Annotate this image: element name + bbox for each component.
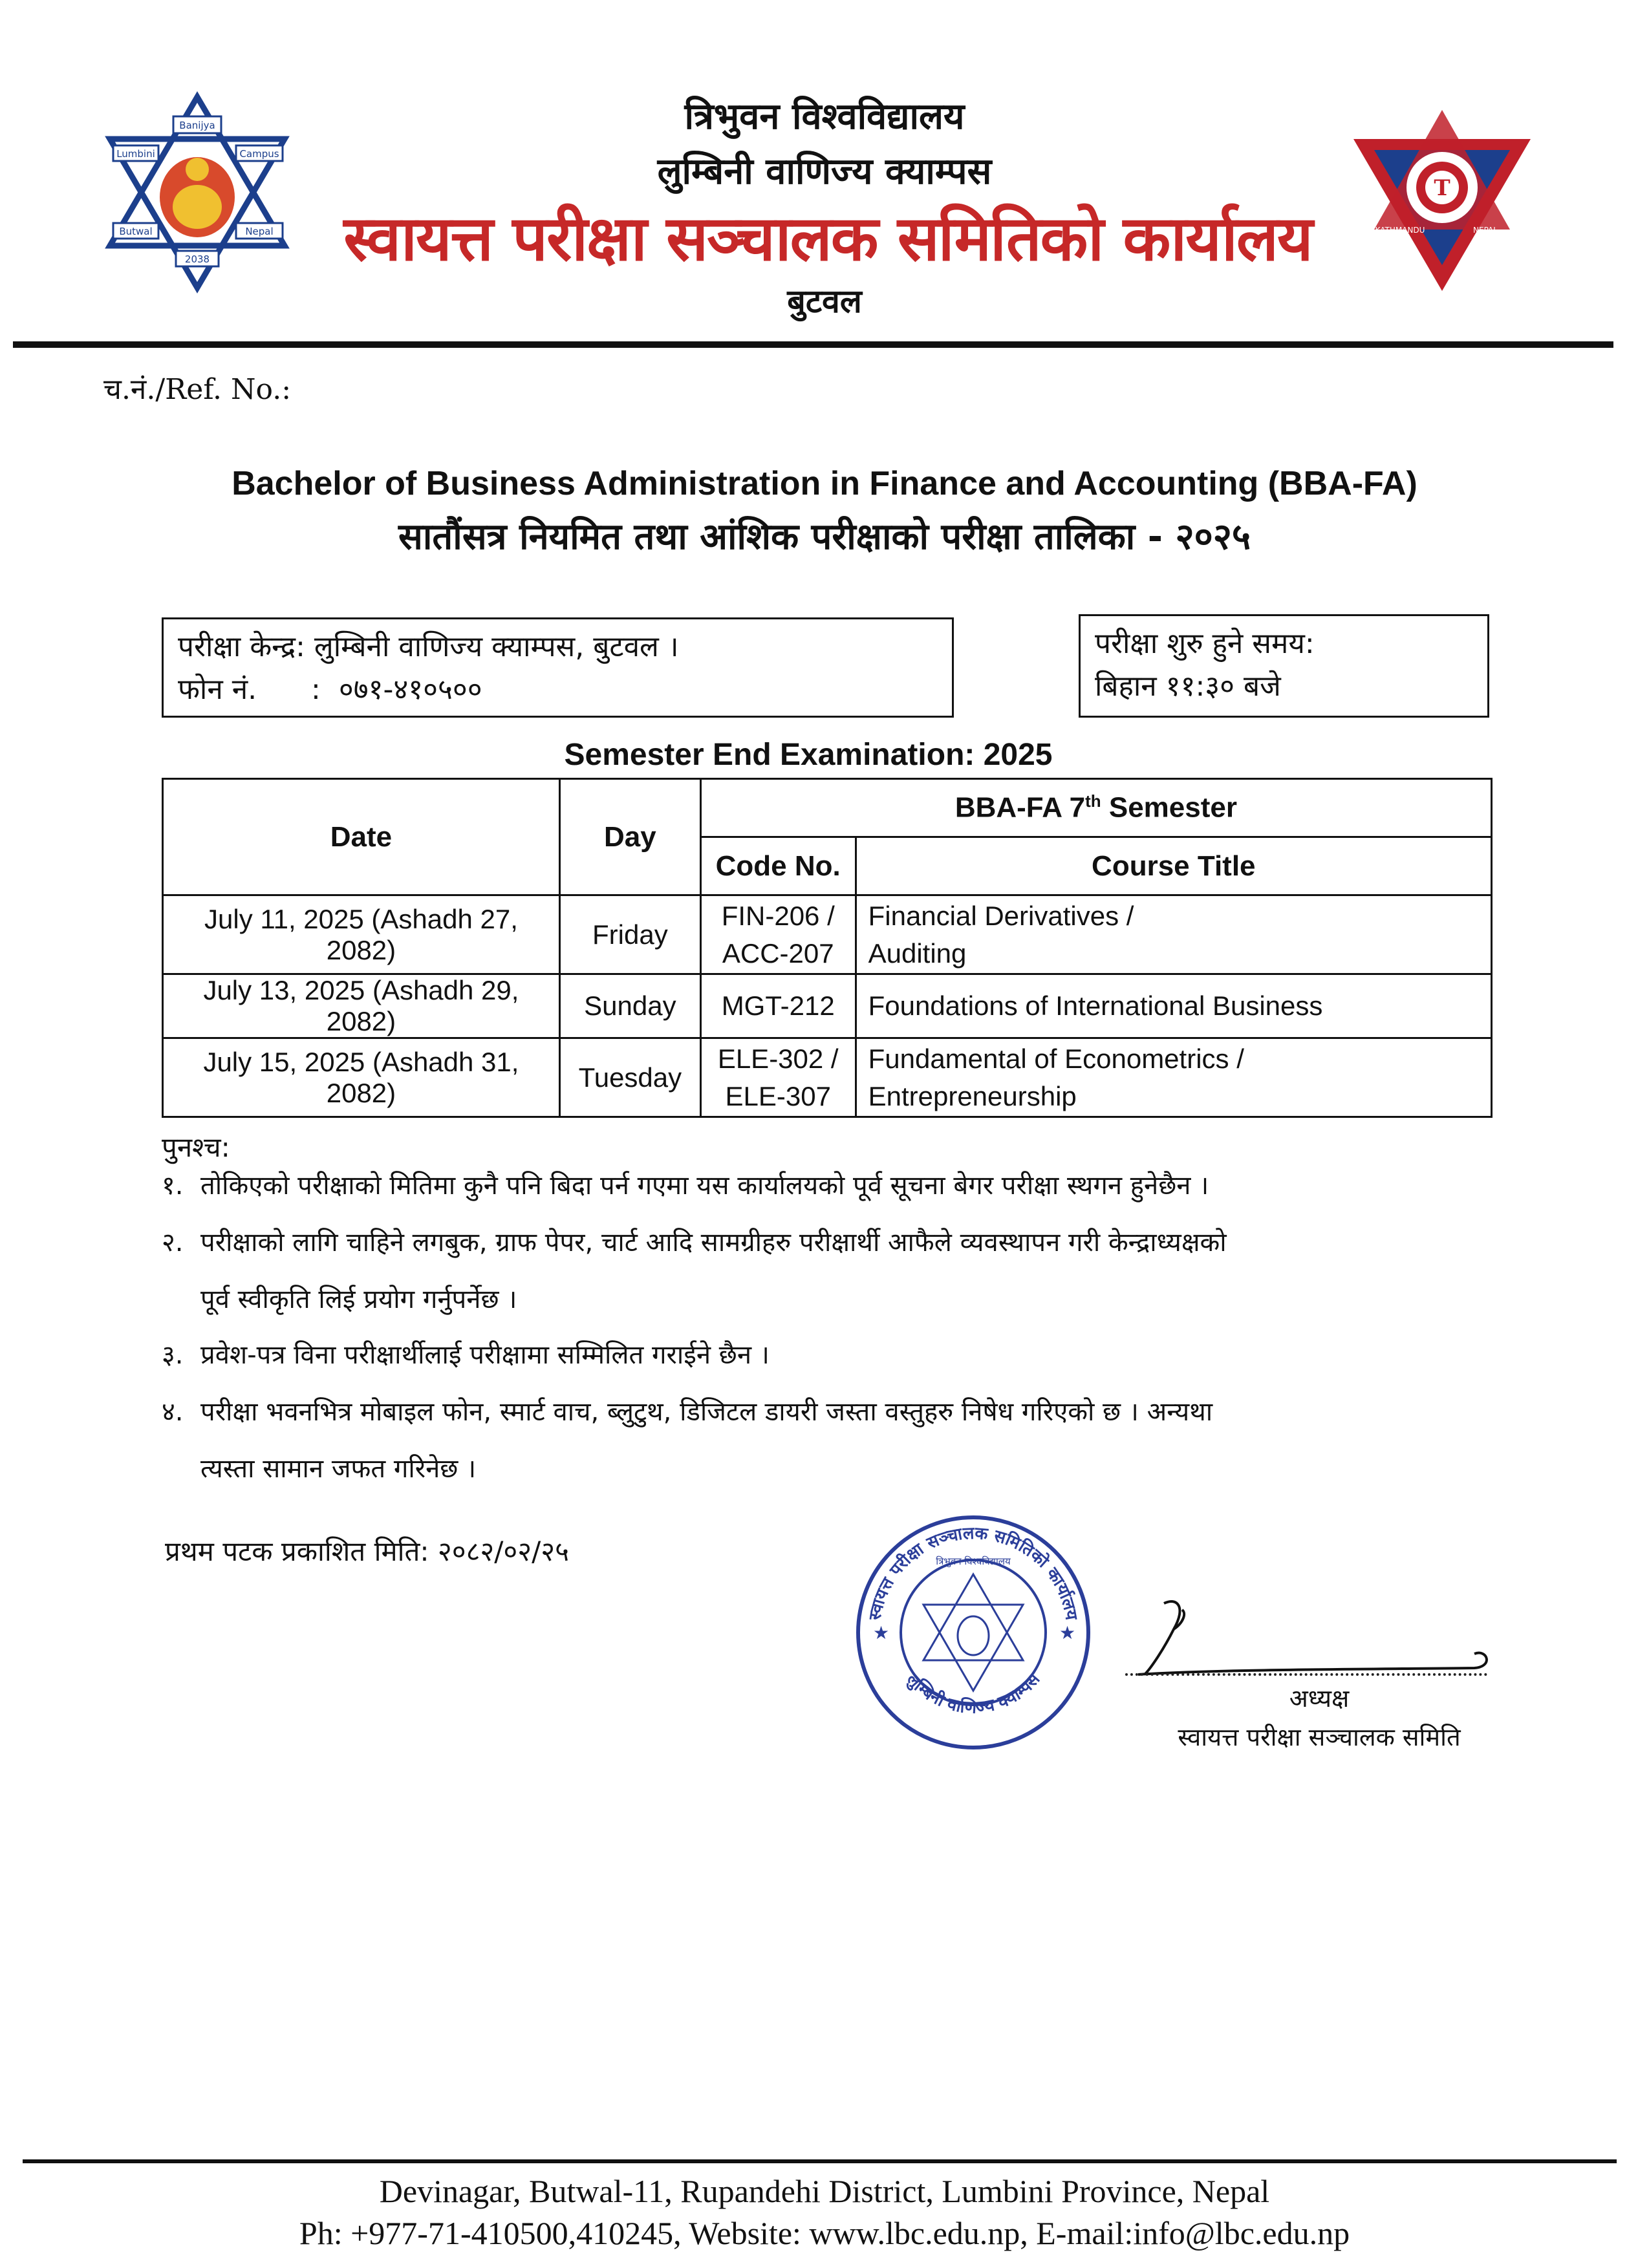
exam-time-box [1079, 614, 1489, 718]
course-line-1: Financial Derivatives / [868, 900, 1134, 931]
logo-text-top: Banijya [179, 120, 215, 131]
table-row [163, 974, 1492, 1038]
seal-ring-bottom: लुम्बिनी वाणिज्य क्याम्पस [902, 1669, 1044, 1718]
handwritten-signature-icon [1125, 1584, 1513, 1681]
header-semester-sup: th [1085, 791, 1101, 811]
header-semester-suffix: Semester [1101, 791, 1237, 824]
note-number: ४. [162, 1397, 184, 1427]
svg-text:★: ★ [873, 1622, 890, 1643]
table-row [163, 1038, 1492, 1117]
tu-logo-text-right: NEPAL [1473, 226, 1498, 235]
office-seal-stamp-icon [854, 1513, 1093, 1752]
code-line-1: FIN-206 / [721, 900, 835, 931]
note-item [162, 1384, 1494, 1497]
header-day: Day [559, 779, 700, 895]
note-number: ३. [162, 1340, 184, 1370]
semester-title: Semester End Examination: 2025 [564, 738, 1053, 772]
office-name: स्वायत्त परीक्षा सञ्चालक समितिको कार्यालय [343, 202, 1312, 275]
tu-logo-text-left: KATHMANDU [1375, 226, 1425, 235]
cell-date: July 13, 2025 (Ashadh 29, 2082) [163, 974, 560, 1038]
exam-time-value: बिहान ११:३० बजे [1095, 670, 1281, 703]
logo-text-left: Lumbini [116, 148, 155, 160]
office-seal [854, 1513, 1093, 1752]
exam-schedule-table [162, 778, 1493, 1118]
note-item [162, 1214, 1494, 1328]
code-line-2: ELE-307 [725, 1080, 831, 1111]
tribhuvan-university-logo-icon [1348, 103, 1536, 297]
note-text: परीक्षाको लागि चाहिने लगबुक, ग्राफ पेपर, चार्ट आदि सामग्रीहरु परीक्षार्थी आफैले व्यवस्थापन गरी केन्द्राध्यक्षको [200, 1228, 1227, 1257]
note-number: २. [162, 1228, 184, 1257]
note-continuation: त्यस्ता सामान जफत गरिनेछ । [200, 1454, 477, 1484]
published-date: प्रथम पटक प्रकाशित मिति: २०८२/०२/२५ [165, 1535, 569, 1567]
university-name: त्रिभुवन विश्वविद्यालय [684, 96, 965, 138]
cell-day: Tuesday [559, 1038, 700, 1117]
note-text: प्रवेश-पत्र विना परीक्षार्थीलाई परीक्षामा सम्मिलित गराईने छैन । [200, 1340, 770, 1370]
note-number: १. [162, 1171, 184, 1201]
exam-center-phone: फोन नं. : ०७१-४१०५०० [178, 673, 482, 706]
header-course: Course Title [856, 837, 1491, 895]
campus-name: लुम्बिनी वाणिज्य क्याम्पस [657, 151, 992, 193]
exam-center-box [162, 617, 954, 718]
cell-date: July 15, 2025 (Ashadh 31, 2082) [163, 1038, 560, 1117]
header-date: Date [163, 779, 560, 895]
cell-day: Friday [559, 895, 700, 974]
svg-text:T: T [1434, 175, 1450, 201]
table-row [163, 895, 1492, 974]
course-line-1: Fundamental of Econometrics / [868, 1043, 1244, 1074]
footer-contact: Ph: +977-71-410500,410245, Website: www.lbc.edu.np, E-mail:info@lbc.edu.np [299, 2215, 1350, 2251]
footer-divider [23, 2159, 1617, 2163]
logo-text-right: Campus [239, 148, 279, 160]
course-line-2: Entrepreneurship [868, 1080, 1077, 1111]
tu-logo [1348, 103, 1536, 297]
signatory-body: स्वायत्त परीक्षा सञ्चालक समिति [1178, 1723, 1461, 1751]
header-divider [13, 341, 1613, 348]
note-item [162, 1157, 1494, 1214]
exam-time-label: परीक्षा शुरु हुने समय: [1095, 627, 1315, 660]
signature-line [1125, 1673, 1487, 1676]
exam-center-line: परीक्षा केन्द्र: लुम्बिनी वाणिज्य क्याम्पस, बुटवल । [178, 630, 679, 663]
cell-day: Sunday [559, 974, 700, 1038]
cell-course [856, 1038, 1491, 1117]
cell-code [700, 1038, 856, 1117]
code-line-1: ELE-302 / [717, 1043, 839, 1074]
note-text: तोकिएको परीक्षाको मितिमा कुनै पनि बिदा पर्न गएमा यस कार्यालयको पूर्व सूचना बेगर परीक्षा स्थगन हुनेछैन । [200, 1171, 1209, 1201]
header-semester [700, 779, 1491, 837]
note-text: परीक्षा भवनभित्र मोबाइल फोन, स्मार्ट वाच, ब्लुटुथ, डिजिटल डायरी जस्ता वस्तुहरु निषेध गरिएको छ । अन्यथा [200, 1397, 1213, 1427]
header-semester-prefix: BBA-FA 7 [954, 791, 1086, 824]
seal-ring-top: स्वायत्त परीक्षा सञ्चालक समितिको कार्यालय [865, 1523, 1081, 1621]
logo-text-bottom-right: Nepal [245, 226, 274, 237]
signatory-title: अध्यक्ष [1289, 1684, 1350, 1713]
logo-text-bottom-left: Butwal [119, 226, 153, 237]
logo-text-year: 2038 [184, 253, 210, 265]
seal-inner-top: त्रिभुवन विश्वविद्यालय [936, 1556, 1011, 1567]
notes-heading: पुनश्च: [162, 1131, 230, 1163]
routine-title: सातौंसत्र नियमित तथा आंशिक परीक्षाको परीक्षा तालिका - २०२५ [398, 516, 1251, 558]
svg-text:★: ★ [1059, 1622, 1076, 1643]
cell-course [856, 895, 1491, 974]
cell-date: July 11, 2025 (Ashadh 27, 2082) [163, 895, 560, 974]
signature [1125, 1584, 1513, 1681]
cell-course: Foundations of International Business [856, 974, 1491, 1038]
city-name: बुटवल [787, 283, 862, 320]
note-item [162, 1327, 1494, 1384]
cell-code: MGT-212 [700, 974, 856, 1038]
ref-number-label: च.नं./Ref. No.: [103, 373, 292, 406]
footer-address: Devinagar, Butwal-11, Rupandehi District, Lumbini Province, Nepal [379, 2173, 1270, 2209]
code-line-2: ACC-207 [722, 937, 834, 968]
program-title: Bachelor of Business Administration in Finance and Accounting (BBA-FA) [232, 465, 1417, 502]
note-continuation: पूर्व स्वीकृति लिई प्रयोग गर्नुपर्नेछ । [200, 1285, 517, 1314]
cell-code [700, 895, 856, 974]
course-line-2: Auditing [868, 937, 967, 968]
svg-text:लुम्बिनी वाणिज्य क्याम्पस [901, 1669, 1044, 1718]
header-code: Code No. [700, 837, 856, 895]
